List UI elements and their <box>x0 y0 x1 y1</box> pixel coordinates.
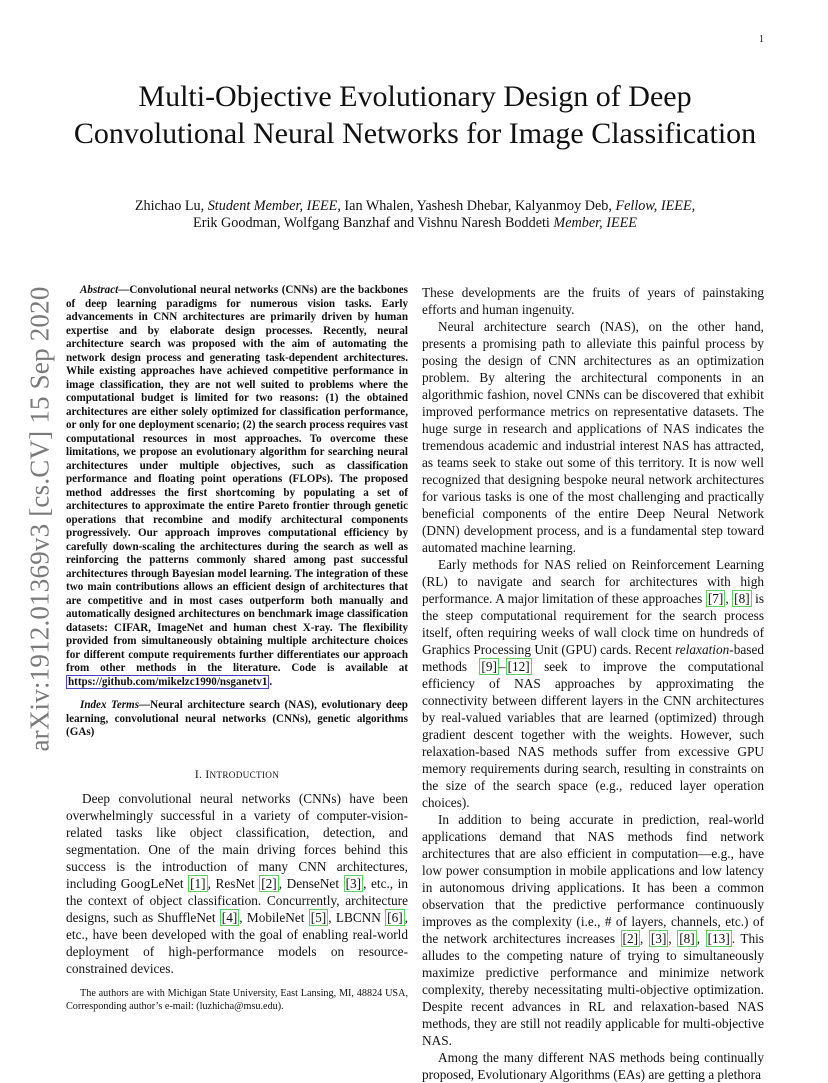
paragraph-text: . This alludes to the competing nature of trying to simultaneously maximize predictive performance and minimize network complexity, thereby necessitating multi-objective optimization. Despite recent advances in RL and relaxation-based NAS methods, they are still not readily applicable for multi-objective NAS. <box>422 931 764 1048</box>
author-affil: Student Member, IEEE, <box>207 198 341 214</box>
paragraph-text: , <box>640 931 649 946</box>
paragraph-text: is the steep computational requirement for the search process itself, often requiring weeks of wall clock time on hundreds of Graphics Processing Unit (GPU) cards. Recent <box>422 591 764 657</box>
left-column <box>66 284 408 977</box>
citation[interactable]: [2] <box>622 931 639 946</box>
citation[interactable]: [1] <box>190 875 206 891</box>
intro-text: , etc., in the context of object classification. Concurrently, architecture designs, such as ShuffleNet <box>66 875 409 925</box>
abstract-text: —Convolutional neural networks (CNNs) are the backbones of deep learning paradigms for numerous vision tasks. Early advancements in CNN architectures are primarily driven by human expertise and by elaborate design processes. Recently, neural architecture search was proposed with the aim of automating the network design process and generating task-dependent architectures. While existing approaches have achieved competitive performance in image classification, they are not well suited to problems where the computational budget is limited for two reasons: (1) the obtained architectures are either solely optimized for classification performance, or only for one deployment scenario; (2) the search process requires vast computational resources in most approaches. To overcome these limitations, we propose an evolutionary algorithm for searching neural architectures under multiple objectives, such as classification performance and floating point operations (FLOPs). The proposed method addresses the first shortcoming by populating a set of architectures to approximate the entire Pareto frontier through genetic operations that recombine and modify architectural components progressively. Our approach improves computational efficiency by carefully down-scaling the architectures during the search as well as reinforcing the patterns commonly shared among past successful architectures through Bayesian model learning. The integration of these two main contributions allows an efficient design of architectures that are competitive and in most cases outperform both manually and automatically designed architectures on benchmark image classification datasets: CIFAR, ImageNet and human chest X-ray. The flexibility provided from simultaneously obtaining multiple architecture choices for different compute requirements further differentiates our approach from other methods in the literature. Code is available at <box>66 284 408 674</box>
paragraph-text: – <box>498 659 506 674</box>
section-heading-introduction <box>66 769 408 781</box>
code-link[interactable]: https://github.com/mikelzc1990/nsganetv1 <box>68 675 268 688</box>
citation[interactable]: [4] <box>221 909 238 925</box>
paragraph-text: Early methods for NAS relied on Reinforcement Learning (RL) to navigate and search for architectures with high performance. A major limitation of these approaches <box>422 557 764 606</box>
page-number: 1 <box>759 34 764 45</box>
citation[interactable]: [2] <box>261 875 277 891</box>
paragraph-real-world <box>422 811 764 1049</box>
intro-text: , MobileNet <box>239 909 309 925</box>
paragraph-text: In addition to being accurate in prediction, real-world applications demand that NAS methods find network architectures that are also efficient in computation—e.g., have low power consumption in mobile applications and low latency in autonomous driving applications. It has been a common observation that the predictive performance continuously improves as the complexity (i.e., # of layers, channels, etc.) of the network architectures increases <box>422 812 764 946</box>
index-terms-text: —Neural architecture search (NAS), evolutionary deep learning, convolutional neural networks (CNNs), genetic algorithms (GAs) <box>66 699 408 738</box>
paragraph-developments: These developments are the fruits of years of painstaking efforts and human ingenuity. <box>422 285 764 317</box>
intro-text: Deep convolutional neural networks (CNNs) have been overwhelmingly successful in a variety of computer-vision-related tasks like object classification, detection, and segmentation. One of the main driving forces behind this success is the introduction of many CNN architectures, including GoogLeNet <box>66 790 408 891</box>
author-line-2 <box>70 215 760 232</box>
paragraph-early-methods <box>422 556 764 811</box>
footnote: The authors are with Michigan State University, East Lansing, MI, 48824 USA, Corresponding author’s e-mail: (luzhicha@msu.edu). <box>66 988 408 1012</box>
abstract <box>66 284 408 689</box>
arxiv-identifier <box>24 284 56 754</box>
arxiv-label: arXiv:1912.01369v3 [cs.CV] 15 Sep 2020 <box>24 286 55 752</box>
paragraph-text: seek to improve the computational efficiency of NAS approaches by approximating the connectivity between different layers in the CNN architectures by real-valued variables that are learned (optimized) through gradient descent together with the weights. However, such relaxation-based NAS methods suffer from excessive GPU memory requirements during search, resulting in constraints on the size of the search space (e.g., reduced layer operation choices). <box>422 659 765 810</box>
author-line-1 <box>70 198 760 215</box>
citation[interactable]: [13] <box>707 931 730 946</box>
paper-title: Multi-Objective Evolutionary Design of Deep Convolutional Neural Networks for Image Classification <box>73 80 757 150</box>
paragraph-text: , <box>668 931 678 946</box>
index-terms-label: Index Terms <box>80 699 140 711</box>
citation[interactable]: [9] <box>481 659 497 674</box>
paragraph-text: -based methods <box>422 642 764 674</box>
intro-text: , LBCNN <box>328 909 386 925</box>
section-numeral: I. <box>194 768 206 781</box>
citation[interactable]: [8] <box>679 931 695 946</box>
author-affil: Member, IEEE <box>553 215 637 231</box>
author-text: Zhichao Lu, <box>134 198 208 214</box>
citation[interactable]: [3] <box>345 875 362 891</box>
author-text: Ian Whalen, Yashesh Dhebar, Kalyanmoy Deb, <box>340 198 616 214</box>
intro-text: , etc., have been developed with the goal of enabling real-world deployment of high-performance models on resource-constrained devices. <box>66 909 408 976</box>
paragraph-text: , <box>725 591 733 606</box>
intro-text: , ResNet <box>207 875 260 891</box>
intro-paragraph <box>66 790 408 977</box>
abstract-label: Abstract <box>80 284 119 296</box>
paragraph-text: , <box>696 931 706 946</box>
author-text: Erik Goodman, Wolfgang Banzhaf and Vishnu Naresh Boddeti <box>193 215 554 231</box>
author-list <box>70 198 760 232</box>
emphasis: relaxation <box>675 642 730 657</box>
paragraph-ea: Among the many different NAS methods being continually proposed, Evolutionary Algorithms (EAs) are getting a plethora <box>422 1050 764 1082</box>
right-column <box>422 284 764 1083</box>
citation[interactable]: [6] <box>387 909 403 925</box>
section-first-letter: I <box>205 768 210 781</box>
citation[interactable]: [8] <box>734 591 750 606</box>
intro-text: , DenseNet <box>278 875 344 891</box>
index-terms <box>66 699 408 740</box>
abstract-end: . <box>269 675 273 688</box>
citation[interactable]: [7] <box>707 591 724 606</box>
section-rest: NTRODUCTION <box>209 769 280 780</box>
author-affil: Fellow, IEEE, <box>615 198 696 214</box>
citation[interactable]: [12] <box>507 659 530 674</box>
citation[interactable]: [3] <box>650 931 667 946</box>
citation[interactable]: [5] <box>310 909 327 925</box>
paragraph-nas: Neural architecture search (NAS), on the other hand, presents a promising path to alleviate this painful process by posing the design of CNN architectures as an optimization problem. By altering the architectural components in an algorithmic fashion, novel CNNs can be discovered that exhibit improved performance metrics on representative datasets. The huge surge in research and applications of NAS indicates the tremendous academic and industrial interest NAS has attracted, as teams seek to stake out some of this territory. It is now well recognized that designing bespoke neural network architectures for various tasks is one of the most challenging and practically beneficial components of the entire Deep Neural Network (DNN) development process, and is a fundamental step toward automated machine learning. <box>422 319 764 555</box>
